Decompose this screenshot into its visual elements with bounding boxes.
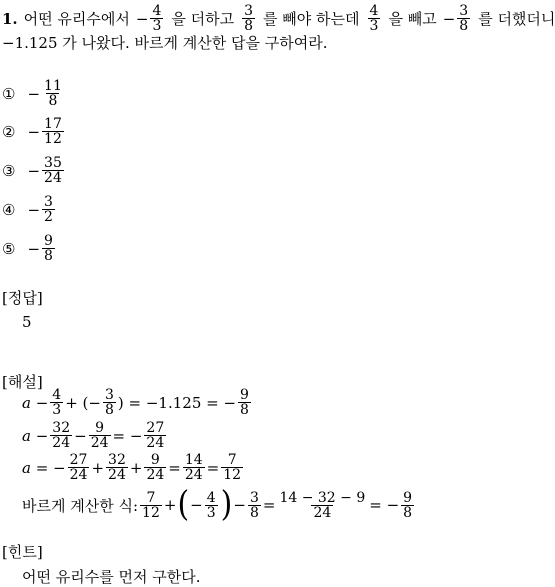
choice-fraction-2: $\frac{17}{12}$ <box>44 116 62 147</box>
answer-label: [정답] <box>2 289 43 307</box>
choice-fraction-5: $\frac{9}{8}$ <box>44 233 53 264</box>
choice-fraction-3: $\frac{35}{24}$ <box>44 155 62 186</box>
question-number: 1. <box>2 9 18 28</box>
question-fraction-4: $\frac{3}{8}$ <box>459 3 469 34</box>
hint-text: 어떤 유리수를 먼저 구한다. <box>22 568 201 586</box>
choice-5[interactable] <box>2 234 57 263</box>
choice-fraction-4: $\frac{3}{2}$ <box>44 194 53 225</box>
question-fraction-3: $\frac{4}{3}$ <box>369 3 379 34</box>
choice-sign-1: − <box>27 84 41 103</box>
hint-label: [힌트] <box>2 543 43 561</box>
explanation-line-2: a − $\frac{32}{24}$ − $\frac{9}{24}$ = − $\frac{27}{24}$ <box>22 420 165 451</box>
choice-sign-5: − <box>27 239 41 258</box>
question-fraction-1-sign: − <box>135 9 149 28</box>
choice-sign-2: − <box>27 122 41 141</box>
choice-marker-4: ④ <box>2 200 16 219</box>
choice-marker-3: ③ <box>2 161 16 180</box>
choice-1[interactable] <box>2 79 66 108</box>
question-text-5: 를 더했더니 <box>478 10 555 28</box>
choice-4[interactable] <box>2 195 57 224</box>
choice-marker-5: ⑤ <box>2 239 16 258</box>
choice-marker-2: ② <box>2 122 16 141</box>
choice-sign-3: − <box>27 161 41 180</box>
question-fraction-2: $\frac{3}{8}$ <box>244 3 254 34</box>
question-text-4: 을 빼고 <box>388 10 437 28</box>
choice-fraction-1: $\frac{11}{8}$ <box>44 78 62 109</box>
explanation-line-1: a − $\frac{4}{3}$ + (− $\frac{3}{8}$ ) = −1.125 = − $\frac{9}{8}$ <box>22 387 249 418</box>
question-text-3: 를 빼야 하는데 <box>263 10 360 28</box>
question-line-1 <box>2 4 555 33</box>
explanation-line-4: 바르게 계산한 식: $\frac{7}{12}$ + ( − $\frac{4}{3}$ ) − $\frac{3}{8}$ = $\frac{14 - 32 - 9}{24}$ = − $\frac{9}{8}$ <box>22 484 413 525</box>
question-line-2: −1.125 가 나왔다. 바르게 계산한 답을 구하여라. <box>2 34 328 52</box>
answer-value: 5 <box>22 313 32 331</box>
explanation-label: [해설] <box>2 373 43 391</box>
choice-marker-1: ① <box>2 84 16 103</box>
choice-2[interactable] <box>2 117 66 146</box>
question-fraction-1: $\frac{4}{3}$ <box>152 3 162 34</box>
choice-sign-4: − <box>27 200 41 219</box>
choice-3[interactable] <box>2 156 66 185</box>
question-fraction-4-sign: − <box>442 9 456 28</box>
explanation-line-3: a = − $\frac{27}{24}$ + $\frac{32}{24}$ + $\frac{9}{24}$ = $\frac{14}{24}$ = $\frac{7}{12}$ <box>22 452 242 483</box>
question-text-1: 어떤 유리수에서 <box>23 10 130 28</box>
question-text-2: 을 더하고 <box>171 10 235 28</box>
